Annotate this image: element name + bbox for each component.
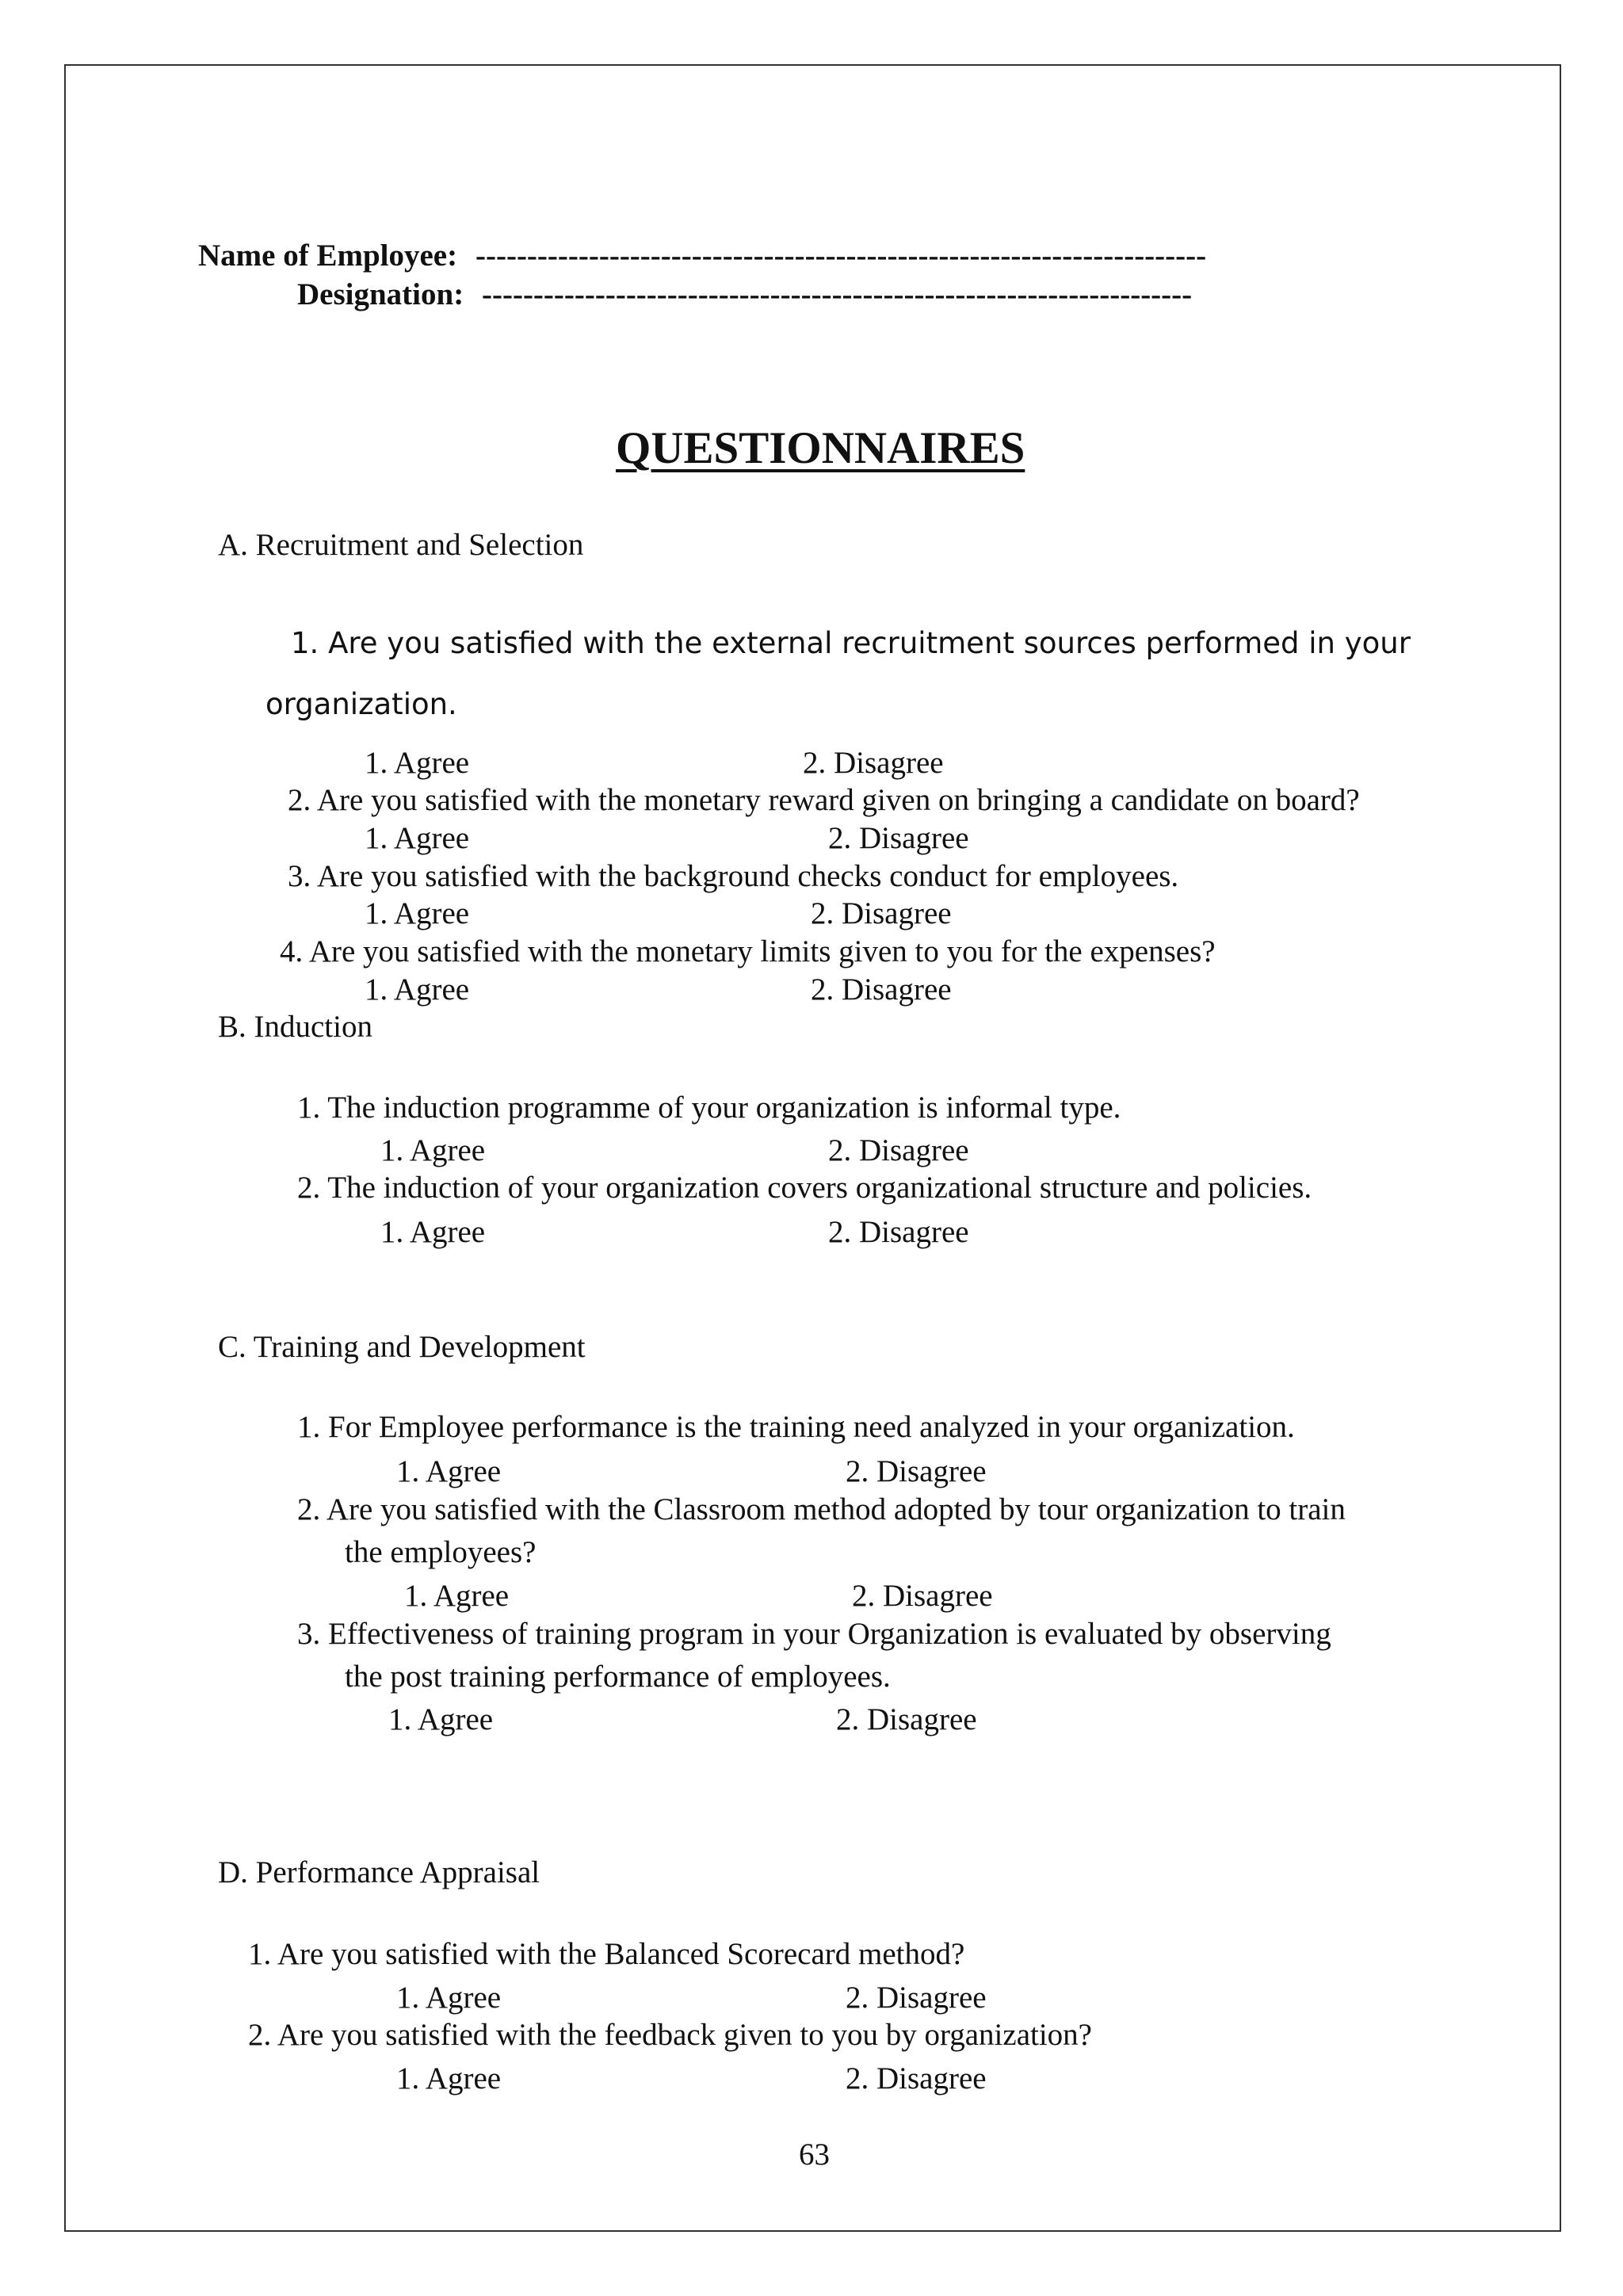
question-b2: 2. The induction of your organization covers organizational structure and policies. <box>297 1171 1312 1205</box>
question-b1: 1. The induction programme of your organization is informal type. <box>297 1091 1121 1125</box>
option-agree[interactable]: 1. Agree <box>396 2061 502 2095</box>
designation-line[interactable]: --------------------------------------------------------------------- <box>482 279 1193 310</box>
question-a1-line1: 1. Are you satisfied with the external recruitment sources performed in your <box>291 626 1411 660</box>
option-disagree[interactable]: 2. Disagree <box>828 1133 969 1167</box>
question-a2: 2. Are you satisfied with the monetary reward given on bringing a candidate on board? <box>288 783 1360 817</box>
option-agree[interactable]: 1. Agree <box>365 746 470 780</box>
option-disagree[interactable]: 2. Disagree <box>846 2061 987 2095</box>
section-heading-c: C. Training and Development <box>218 1330 586 1364</box>
question-c2-line2: the employees? <box>345 1535 537 1569</box>
option-disagree[interactable]: 2. Disagree <box>852 1579 993 1613</box>
section-heading-b: B. Induction <box>218 1010 372 1044</box>
question-c1: 1. For Employee performance is the training need analyzed in your organization. <box>297 1410 1295 1444</box>
question-c3-line1: 3. Effectiveness of training program in your Organization is evaluated by observing <box>297 1617 1331 1651</box>
employee-name-label: Name of Employee: <box>198 239 458 273</box>
option-agree[interactable]: 1. Agree <box>396 1981 502 2015</box>
question-d2: 2. Are you satisfied with the feedback given to you by organization? <box>248 2018 1092 2052</box>
option-agree[interactable]: 1. Agree <box>396 1454 502 1488</box>
option-disagree[interactable]: 2. Disagree <box>828 821 969 855</box>
option-disagree[interactable]: 2. Disagree <box>846 1981 987 2015</box>
section-heading-a: A. Recruitment and Selection <box>218 528 584 562</box>
option-disagree[interactable]: 2. Disagree <box>811 896 952 930</box>
page-number: 63 <box>799 2137 830 2172</box>
option-disagree[interactable]: 2. Disagree <box>811 972 952 1007</box>
option-disagree[interactable]: 2. Disagree <box>803 746 944 780</box>
option-agree[interactable]: 1. Agree <box>365 972 470 1007</box>
question-a3: 3. Are you satisfied with the background checks conduct for employees. <box>288 859 1179 893</box>
question-a1-line2: organization. <box>265 687 457 721</box>
designation-label: Designation: <box>297 277 464 311</box>
page-border <box>64 64 1561 2232</box>
option-disagree[interactable]: 2. Disagree <box>846 1454 987 1488</box>
question-a4: 4. Are you satisfied with the monetary limits given to you for the expenses? <box>280 934 1216 968</box>
option-agree[interactable]: 1. Agree <box>365 821 470 855</box>
question-d1: 1. Are you satisfied with the Balanced Scorecard method? <box>248 1937 965 1971</box>
option-agree[interactable]: 1. Agree <box>404 1579 510 1613</box>
page-title: QUESTIONNAIRES <box>616 423 1025 473</box>
section-heading-d: D. Performance Appraisal <box>218 1855 540 1889</box>
option-agree[interactable]: 1. Agree <box>365 896 470 930</box>
option-disagree[interactable]: 2. Disagree <box>828 1215 969 1249</box>
question-c2-line1: 2. Are you satisfied with the Classroom method adopted by tour organization to train <box>297 1492 1346 1526</box>
question-c3-line2: the post training performance of employees. <box>345 1660 891 1694</box>
option-agree[interactable]: 1. Agree <box>380 1133 486 1167</box>
option-agree[interactable]: 1. Agree <box>380 1215 486 1249</box>
employee-name-line[interactable]: ----------------------------------------------------------------------- <box>475 240 1207 271</box>
option-agree[interactable]: 1. Agree <box>388 1702 494 1736</box>
option-disagree[interactable]: 2. Disagree <box>836 1702 977 1736</box>
